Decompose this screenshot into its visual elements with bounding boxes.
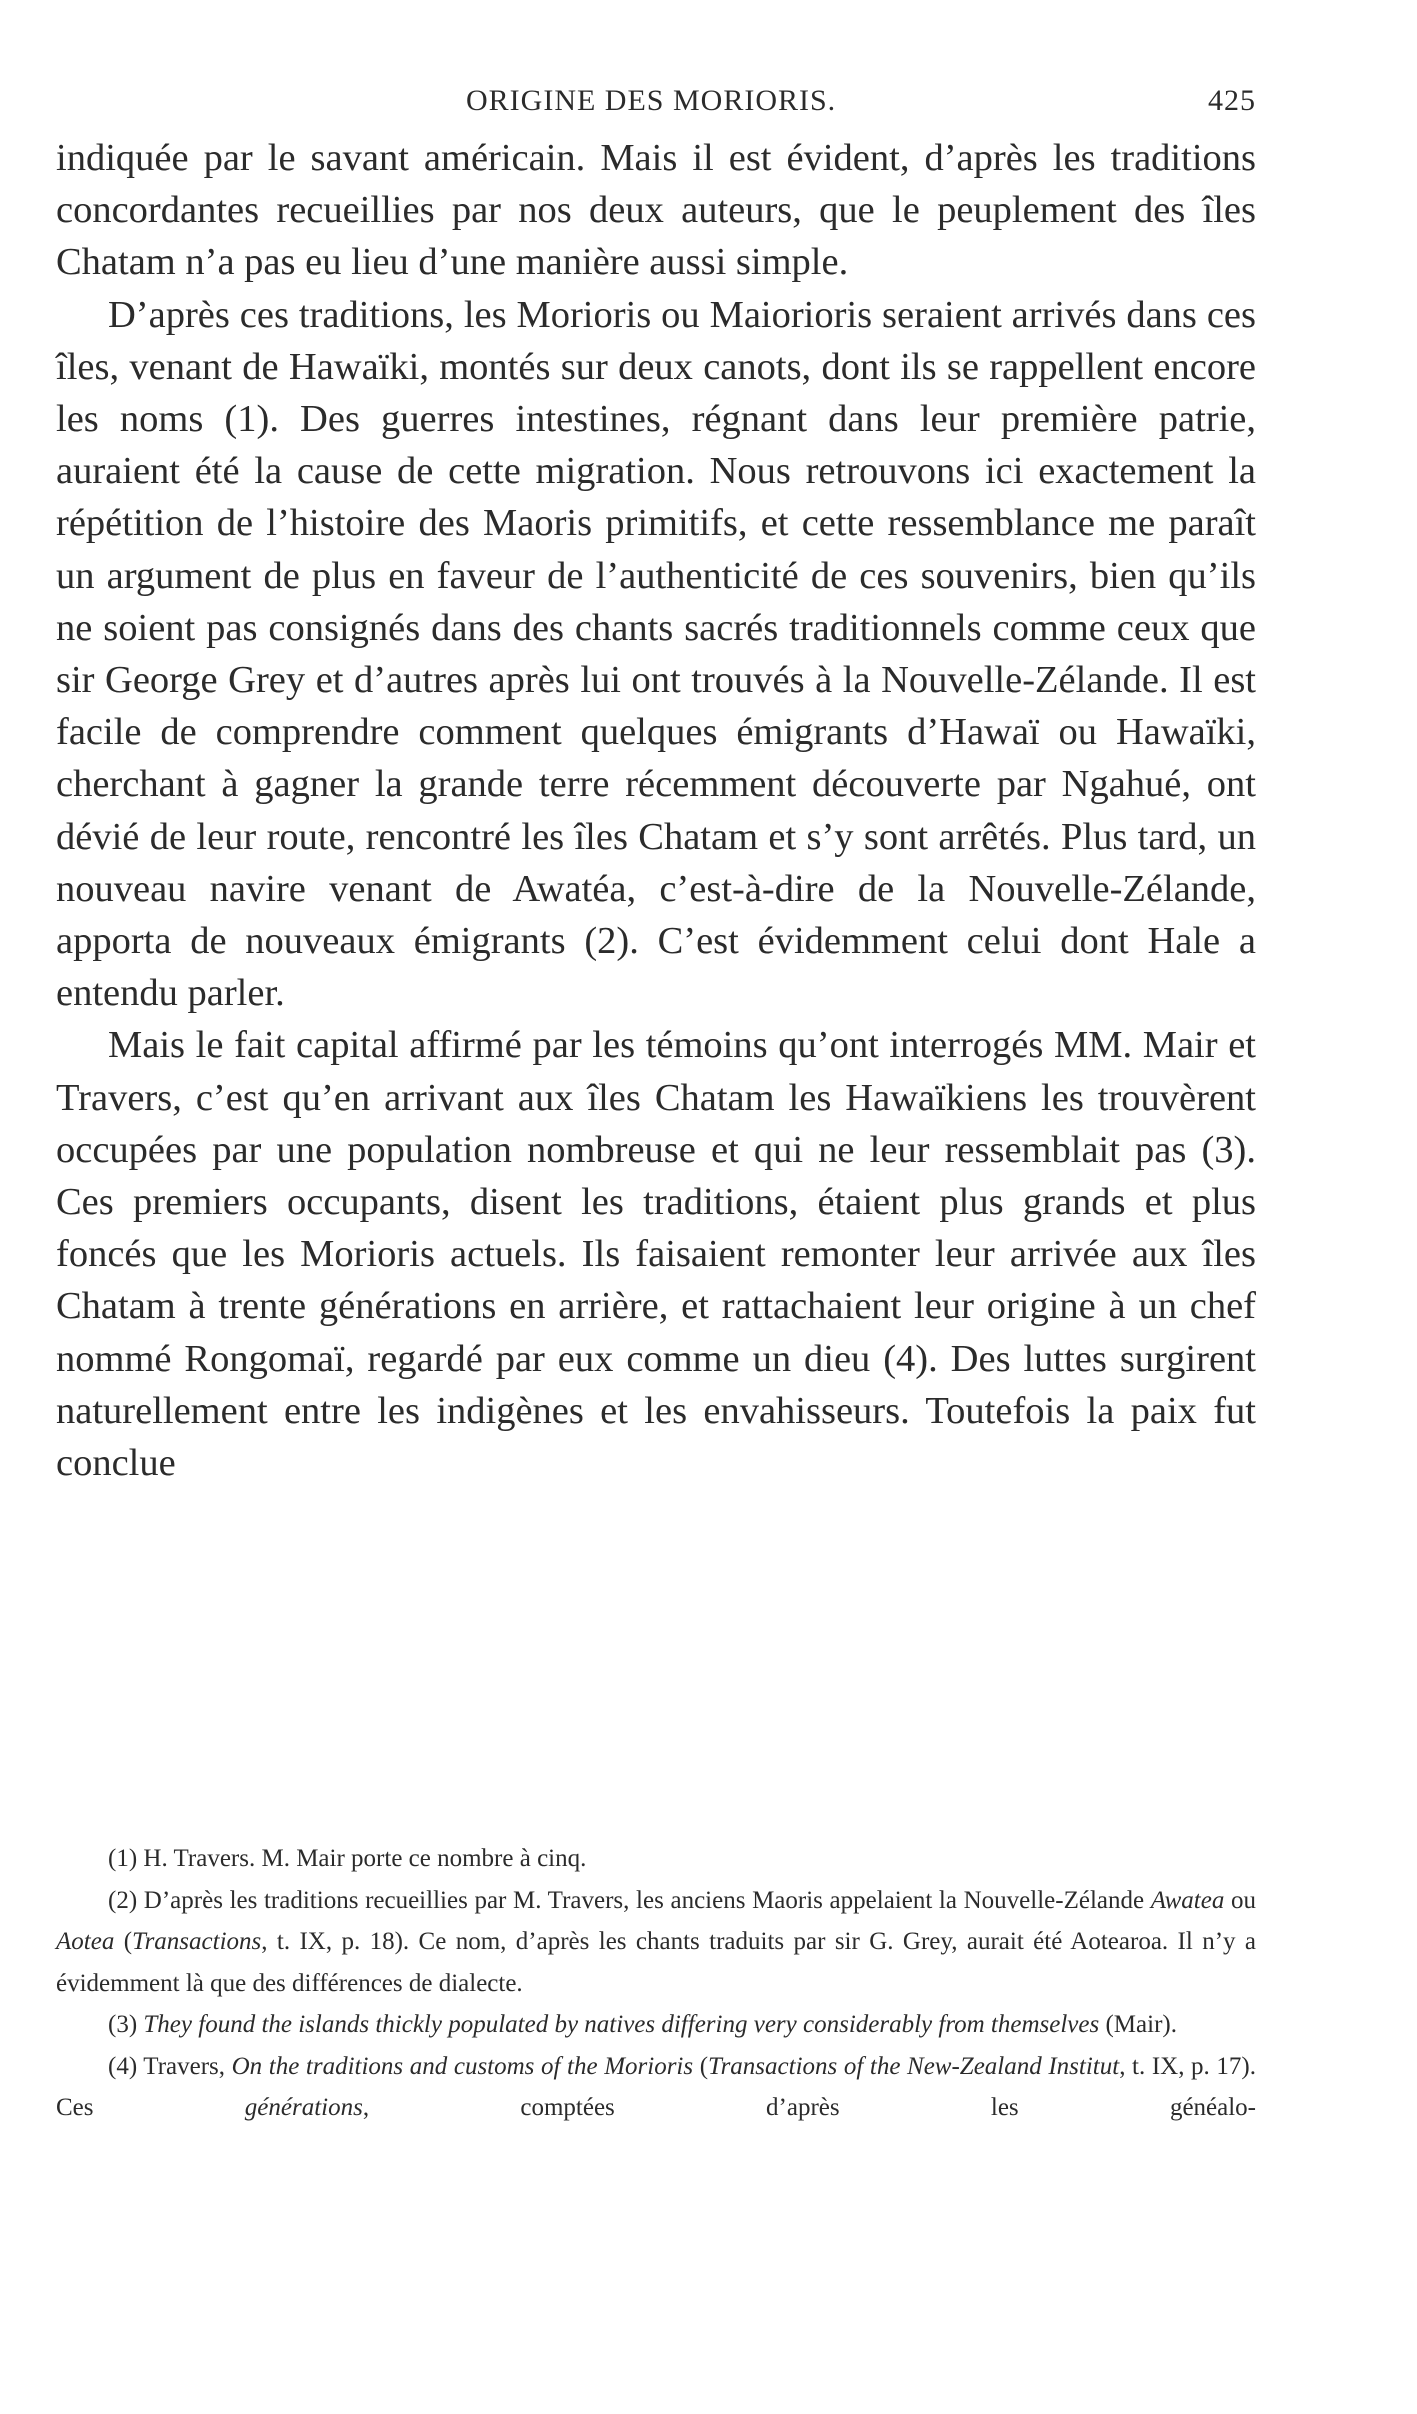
footnote-4-italic-journal: Transactions of the New-Zealand Institut xyxy=(708,2052,1120,2080)
body-text xyxy=(56,132,1256,1489)
footnote-3-italic-quote: They found the islands thickly populated by natives differing very considerably from themselves xyxy=(143,2011,1100,2038)
footnote-2-text: ( xyxy=(114,1928,133,1955)
page-number: 425 xyxy=(1208,84,1256,117)
footnote-4-text: (4) Travers, xyxy=(108,2052,232,2080)
footnote-3 xyxy=(56,2004,1256,2046)
footnote-4-text: ( xyxy=(693,2052,709,2080)
footnote-2-text: , t. IX, p. 18). Ce nom, d’après les chants traduits par sir G. Grey, aurait été Aotearoa. Il n’y a évidemment là que des différences de dialecte. xyxy=(56,1928,1257,1997)
footnote-4-italic-generations: générations xyxy=(244,2094,363,2121)
footnote-4-italic-title: On the traditions and customs of the Morioris xyxy=(231,2052,694,2080)
footnote-1-text: (1) H. Travers. M. Mair porte ce nombre à cinq. xyxy=(108,1845,587,1872)
footnote-2-text: (2) D’après les traditions recueillies par M. Travers, les anciens Maoris appelaient la Nouvelle-Zélande xyxy=(108,1886,1151,1914)
footnote-2-italic-aotea: Aotea xyxy=(56,1928,115,1955)
running-title: ORIGINE DES MORIORIS. xyxy=(466,84,837,117)
paragraph-2: D’après ces traditions, les Morioris ou Maiorioris seraient arrivés dans ces îles, venant de Hawaïki, montés sur deux canots, dont ils se rappellent encore les noms (1). Des guerres intestines, régnant dans leur première patrie, auraient été la cause de cette migration. Nous retrouvons ici exactement la répétition de l’histoire des Maoris primitifs, et cette ressemblance me paraît un argument de plus en faveur de l’authenticité de ces souvenirs, bien qu’ils ne soient pas consignés dans des chants sacrés traditionnels comme ceux que sir George Grey et d’autres après lui ont trouvés à la Nouvelle-Zélande. Il est facile de comprendre comment quelques émigrants d’Hawaï ou Hawaïki, cherchant à gagner la grande terre récemment découverte par Ngahué, ont dévié de leur route, rencontré les îles Chatam et s’y sont arrêtés. Plus tard, un nouveau navire venant de Awatéa, c’est-à-dire de la Nouvelle-Zélande, apporta de nouveaux émigrants (2). C’est évidemment celui dont Hale a entendu parler. xyxy=(56,293,1256,1015)
running-head xyxy=(56,84,1256,128)
footnote-2 xyxy=(56,1880,1256,2005)
footnote-3-number: (3) xyxy=(108,2011,144,2038)
footnote-2-text: ou xyxy=(1224,1886,1256,1914)
paragraph-3: Mais le fait capital affirmé par les témoins qu’ont interrogés MM. Mair et Travers, c’est qu’en arrivant aux îles Chatam les Hawaïkiens les trouvèrent occupées par une population nombreuse et qui ne leur ressemblait pas (3). Ces premiers occupants, disent les traditions, étaient plus grands et plus foncés que les Morioris actuels. Ils faisaient remonter leur arrivée aux îles Chatam à trente générations en arrière, et rattachaient leur origine à un chef nommé Rongomaï, regardé par eux comme un dieu (4). Des luttes surgirent naturellement entre les indigènes et les envahisseurs. Toutefois la paix fut conclue xyxy=(56,1024,1256,1485)
footnote-2-italic-transactions: Transactions xyxy=(132,1928,262,1955)
footnotes xyxy=(56,1838,1256,2129)
footnote-4-text: , comptées d’après les généalo- xyxy=(362,2094,1257,2121)
footnote-2-italic-awatea: Awatea xyxy=(1150,1886,1225,1914)
footnote-3-text: (Mair). xyxy=(1099,2011,1177,2038)
paragraph-1: indiquée par le savant américain. Mais il est évident, d’après les traditions concordantes recueillies par nos deux auteurs, que le peuplement des îles Chatam n’a pas eu lieu d’une manière aussi simple. xyxy=(56,137,1256,284)
footnote-4-text: , t. IX, p. 17). Ces xyxy=(56,2052,1256,2121)
footnote-1 xyxy=(56,1838,1256,1880)
footnote-4 xyxy=(56,2046,1256,2129)
